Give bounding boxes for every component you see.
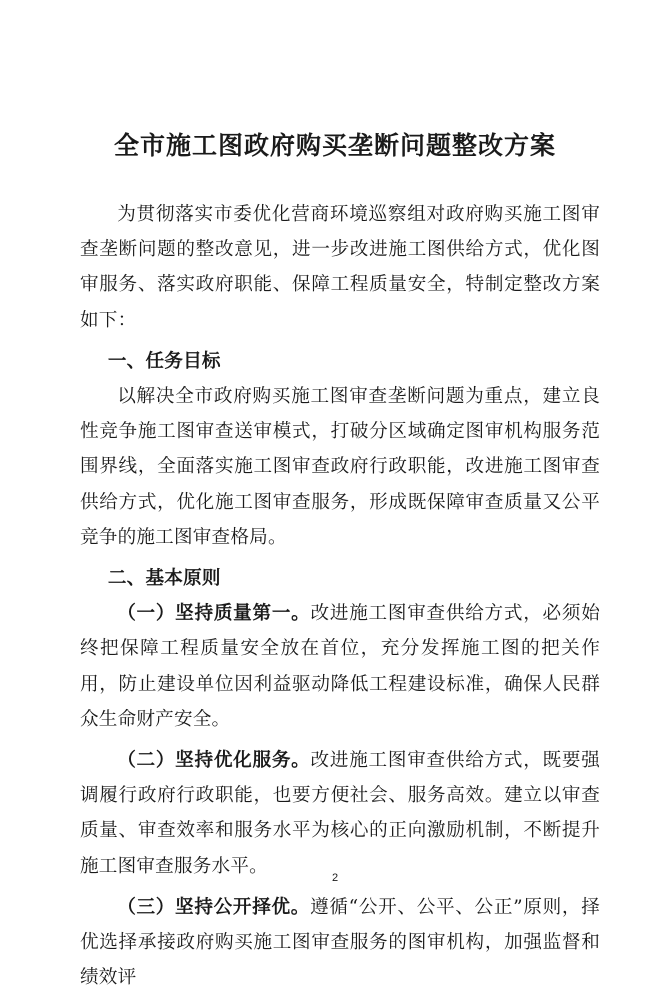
page-number: 2: [331, 872, 339, 884]
section-task-goals-text: 以解决全市政府购买施工图审查垄断问题为重点，建立良性竞争施工图审查送审模式，打破分区域确定图审机构服务范围界线，全面落实施工图审查政府行政职能，改进施工图审查供给方式，优化施工图审查服务，形成既保障审查质量又公平竞争的施工图审查格局。: [80, 386, 600, 548]
section-heading-task-goals: 一、任务目标: [107, 350, 221, 372]
principle-item-service: [80, 743, 600, 884]
principle-item-open-selection: [80, 890, 600, 995]
intro-paragraph: 为贯彻落实市委优化营商环境巡察组对政府购买施工图审查垄断问题的整改意见，进一步改进施工图供给方式，优化图审服务、落实政府职能、保障工程质量安全，特制定整改方案如下：: [80, 204, 600, 331]
document-title: 全市施工图政府购买垄断问题整改方案: [113, 131, 556, 160]
principle-lead: （一）坚持质量第一。: [117, 603, 311, 625]
principle-lead: （二）坚持优化服务。: [117, 750, 311, 772]
principle-lead: （三）坚持公开择优。: [117, 896, 311, 918]
principle-text: 改进施工图审查供给方式，必须始终把保障工程质量安全放在首位，充分发挥施工图的把关作用，防止建设单位因利益驱动降低工程建设标准，确保人民群众生命财产安全。: [80, 603, 600, 730]
principle-item-quality: [80, 596, 600, 737]
principle-text: 遵循“公开、公平、公正”原则，择优选择承接政府购买施工图审查服务的图审机构，加强监督和绩效评: [80, 896, 600, 989]
principle-text: 改进施工图审查供给方式，既要强调履行政府行政职能，也要方便社会、服务高效。建立以审查质量、审查效率和服务水平为核心的正向激励机制，不断提升施工图审查服务水平。: [80, 750, 600, 877]
section-heading-principles: 二、基本原则: [107, 568, 221, 590]
